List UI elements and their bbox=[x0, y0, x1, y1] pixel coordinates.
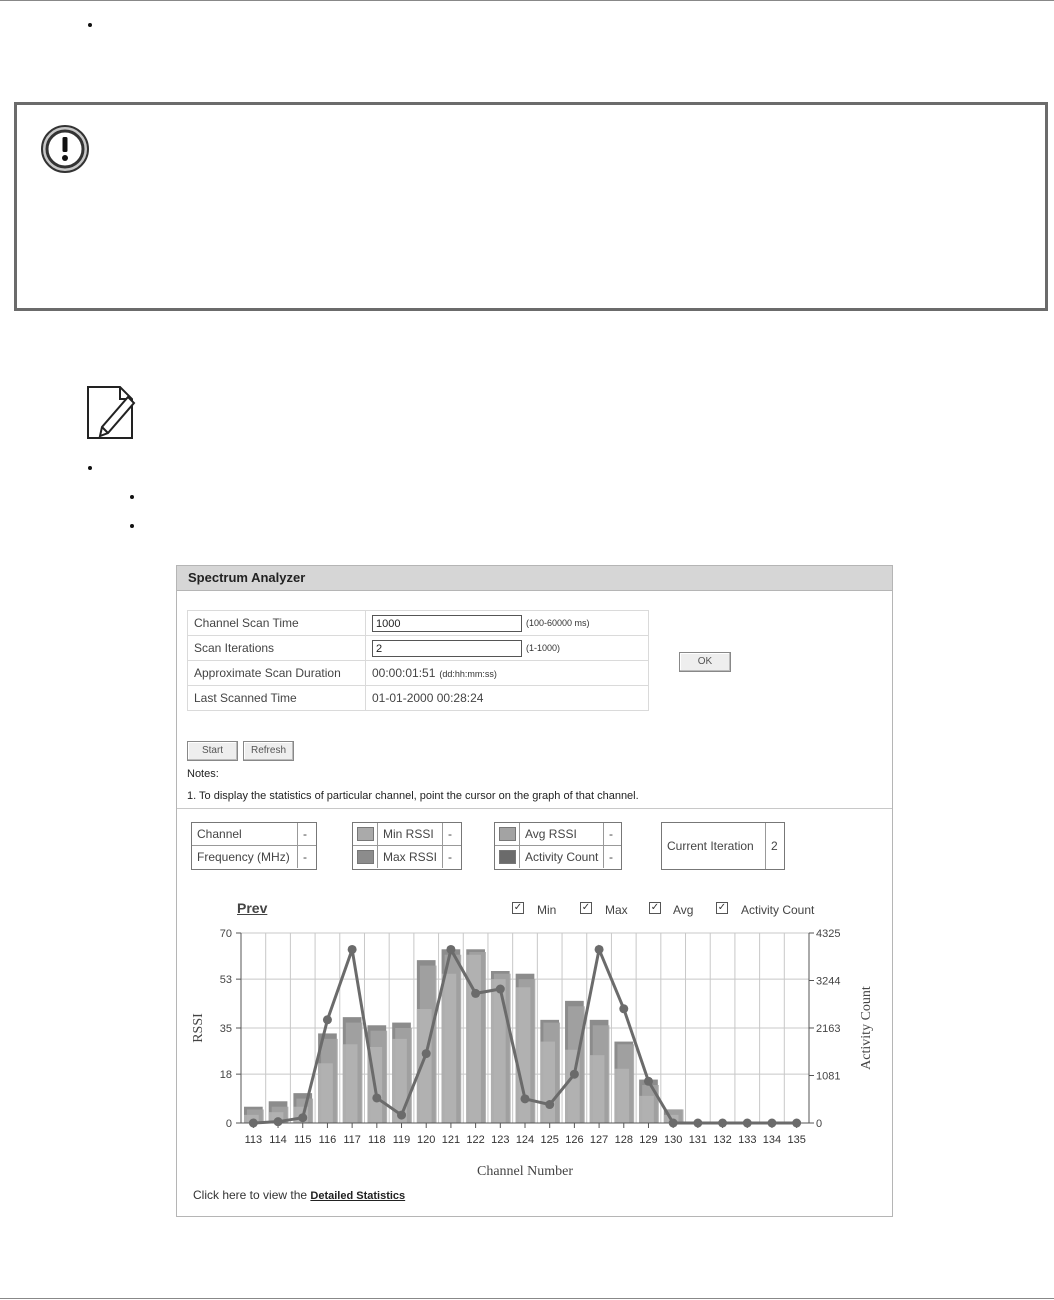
y2-tick-label: 0 bbox=[816, 1118, 823, 1130]
avg-rssi-label: Avg RSSI bbox=[520, 823, 604, 845]
spectrum-chart[interactable] bbox=[177, 916, 892, 1186]
activity-count-point bbox=[595, 945, 604, 954]
spectrum-analyzer-panel bbox=[176, 565, 893, 1217]
min-rssi-bar bbox=[318, 1063, 333, 1123]
refresh-button[interactable]: Refresh bbox=[243, 741, 294, 761]
avg-checkbox[interactable]: ✓ bbox=[650, 902, 660, 913]
y2-tick-label: 4325 bbox=[816, 928, 841, 940]
max-rssi-swatch bbox=[357, 850, 374, 864]
x-tick-label: 131 bbox=[688, 1134, 708, 1146]
activity-count-point bbox=[274, 1117, 283, 1126]
avg-rssi-row bbox=[495, 823, 621, 846]
channel-label: Channel bbox=[192, 823, 298, 845]
x-tick-label: 121 bbox=[441, 1134, 461, 1146]
x-tick-label: 114 bbox=[269, 1134, 287, 1146]
x-tick-label: 123 bbox=[491, 1134, 510, 1146]
min-rssi-bar bbox=[442, 974, 457, 1123]
scan-iterations-input[interactable]: 2 bbox=[372, 640, 522, 657]
x-tick-label: 119 bbox=[392, 1134, 411, 1146]
activity-count-point bbox=[372, 1093, 381, 1102]
last-scanned-label: Last Scanned Time bbox=[188, 686, 366, 711]
channel-row bbox=[192, 823, 316, 846]
scan-duration-value: 00:00:01:51 bbox=[372, 666, 436, 680]
scan-iterations-hint: (1-1000) bbox=[526, 643, 561, 653]
activity-count-point bbox=[249, 1119, 258, 1128]
min-rssi-bar bbox=[417, 1009, 432, 1123]
top-rule bbox=[0, 0, 1054, 1]
activity-count-point bbox=[496, 985, 505, 994]
activity-count-point bbox=[570, 1070, 579, 1079]
max-rssi-swatch-cell bbox=[353, 846, 378, 868]
avg-rssi-swatch bbox=[499, 827, 516, 841]
min-rssi-row bbox=[353, 823, 461, 846]
bullet bbox=[88, 466, 92, 470]
footer bbox=[193, 1188, 405, 1202]
y-axis-label: RSSI bbox=[191, 1013, 206, 1043]
activity-count-point bbox=[669, 1119, 678, 1128]
activity-count-point bbox=[348, 945, 357, 954]
divider bbox=[177, 808, 892, 809]
x-tick-label: 125 bbox=[540, 1134, 559, 1146]
max-rssi-value: - bbox=[448, 850, 452, 864]
y2-tick-label: 2163 bbox=[816, 1022, 841, 1035]
min-checkbox-label: Min bbox=[537, 903, 557, 917]
activity-count-point bbox=[521, 1094, 530, 1103]
activity-count-point bbox=[323, 1015, 332, 1024]
frequency-row bbox=[192, 846, 316, 868]
scan-duration-label: Approximate Scan Duration bbox=[188, 661, 366, 686]
y2-axis-label: Activity Count bbox=[859, 986, 874, 1070]
max-rssi-row bbox=[353, 846, 461, 868]
min-rssi-label: Min RSSI bbox=[378, 823, 443, 845]
caution-box bbox=[14, 102, 1048, 311]
bullet bbox=[88, 23, 92, 27]
activity-count-point bbox=[471, 989, 480, 998]
x-tick-label: 135 bbox=[787, 1134, 806, 1146]
last-scanned-value: 01-01-2000 00:28:24 bbox=[372, 691, 484, 705]
y-tick-label: 70 bbox=[219, 928, 232, 940]
avg-activity-box bbox=[494, 822, 622, 870]
current-iteration-value: 2 bbox=[771, 839, 778, 853]
panel-title: Spectrum Analyzer bbox=[188, 570, 306, 585]
activity-count-point bbox=[743, 1119, 752, 1128]
channel-info-box bbox=[191, 822, 317, 870]
current-iteration-label: Current Iteration bbox=[662, 823, 766, 869]
activity-count-point bbox=[767, 1119, 776, 1128]
x-axis-label: Channel Number bbox=[476, 1164, 574, 1179]
channel-scan-time-input[interactable]: 1000 bbox=[372, 615, 522, 632]
avg-checkbox-label: Avg bbox=[673, 903, 694, 917]
note-icon bbox=[84, 383, 136, 441]
avg-rssi-value: - bbox=[609, 827, 613, 841]
avg-rssi-swatch-cell bbox=[495, 823, 520, 845]
min-rssi-bar bbox=[590, 1055, 605, 1123]
min-rssi-bar bbox=[540, 1042, 555, 1123]
notes-title: Notes: bbox=[187, 768, 219, 780]
scan-settings-table bbox=[187, 610, 649, 711]
x-tick-label: 128 bbox=[614, 1134, 633, 1146]
x-tick-label: 130 bbox=[663, 1134, 683, 1146]
activity-count-value: - bbox=[609, 850, 613, 864]
y-tick-label: 35 bbox=[219, 1023, 232, 1035]
x-tick-label: 116 bbox=[318, 1134, 337, 1146]
x-tick-label: 134 bbox=[762, 1134, 782, 1146]
activity-count-label: Activity Count bbox=[520, 846, 604, 868]
activity-count-point bbox=[422, 1049, 431, 1058]
activity-count-point bbox=[397, 1111, 406, 1120]
bullet bbox=[130, 495, 134, 499]
frequency-label: Frequency (MHz) bbox=[192, 846, 298, 868]
scan-iterations-label: Scan Iterations bbox=[188, 636, 366, 661]
table-row bbox=[188, 686, 649, 711]
min-rssi-swatch-cell bbox=[353, 823, 378, 845]
panel-header bbox=[177, 566, 892, 591]
y2-tick-label: 3244 bbox=[816, 975, 841, 988]
channel-scan-time-hint: (100-60000 ms) bbox=[526, 618, 590, 628]
min-rssi-value: - bbox=[448, 827, 452, 841]
x-tick-label: 129 bbox=[639, 1134, 658, 1146]
activity-count-point bbox=[693, 1119, 702, 1128]
scan-duration-hint: (dd:hh:mm:ss) bbox=[439, 668, 497, 679]
prev-link[interactable]: Prev bbox=[237, 900, 268, 916]
activity-count-swatch-cell bbox=[495, 846, 520, 868]
ok-button[interactable]: OK bbox=[679, 652, 731, 672]
activity-count-point bbox=[644, 1077, 653, 1086]
min-rssi-bar bbox=[343, 1044, 358, 1123]
min-rssi-swatch bbox=[357, 827, 374, 841]
y-tick-label: 18 bbox=[219, 1069, 232, 1082]
y-tick-label: 0 bbox=[225, 1118, 232, 1130]
footer-text: Click here to view the bbox=[193, 1188, 311, 1202]
x-tick-label: 122 bbox=[466, 1134, 485, 1146]
table-row bbox=[188, 611, 649, 636]
activity-count-point bbox=[792, 1119, 801, 1128]
table-row bbox=[188, 661, 649, 686]
max-rssi-label: Max RSSI bbox=[378, 846, 443, 868]
activity-count-checkbox[interactable]: ✓ bbox=[717, 902, 727, 913]
bullet bbox=[130, 524, 134, 528]
min-rssi-bar bbox=[639, 1096, 654, 1123]
y-tick-label: 53 bbox=[219, 974, 232, 987]
activity-count-point bbox=[545, 1100, 554, 1109]
caution-icon bbox=[40, 124, 90, 174]
x-tick-label: 117 bbox=[343, 1134, 361, 1146]
bottom-rule bbox=[0, 1298, 1054, 1299]
y2-tick-label: 1081 bbox=[816, 1070, 841, 1083]
x-tick-label: 118 bbox=[368, 1134, 386, 1146]
min-checkbox[interactable]: ✓ bbox=[513, 902, 523, 913]
activity-count-point bbox=[298, 1113, 307, 1122]
activity-count-row bbox=[495, 846, 621, 868]
x-tick-label: 120 bbox=[417, 1134, 436, 1146]
x-tick-label: 127 bbox=[589, 1134, 609, 1146]
note-text: 1. To display the statistics of particular channel, point the cursor on the graph of that channel. bbox=[187, 790, 639, 802]
channel-scan-time-label: Channel Scan Time bbox=[188, 611, 366, 636]
rssi-min-max-box bbox=[352, 822, 462, 870]
detailed-statistics-link[interactable]: Detailed Statistics bbox=[310, 1190, 406, 1202]
current-iteration-box bbox=[661, 822, 785, 870]
frequency-value: - bbox=[303, 850, 307, 864]
start-button[interactable]: Start bbox=[187, 741, 238, 761]
x-tick-label: 126 bbox=[565, 1134, 584, 1146]
max-checkbox[interactable]: ✓ bbox=[581, 902, 591, 913]
x-tick-label: 115 bbox=[293, 1134, 312, 1146]
activity-count-swatch bbox=[499, 850, 516, 864]
x-tick-label: 113 bbox=[244, 1134, 263, 1146]
min-rssi-bar bbox=[614, 1069, 629, 1123]
x-tick-label: 124 bbox=[515, 1134, 535, 1146]
activity-count-checkbox-label: Activity Count bbox=[741, 903, 815, 917]
activity-count-point bbox=[446, 945, 455, 954]
activity-count-point bbox=[619, 1004, 628, 1013]
channel-value: - bbox=[303, 827, 307, 841]
x-tick-label: 133 bbox=[738, 1134, 757, 1146]
activity-count-point bbox=[718, 1119, 727, 1128]
max-checkbox-label: Max bbox=[605, 903, 628, 917]
table-row bbox=[188, 636, 649, 661]
x-tick-label: 132 bbox=[713, 1134, 732, 1146]
